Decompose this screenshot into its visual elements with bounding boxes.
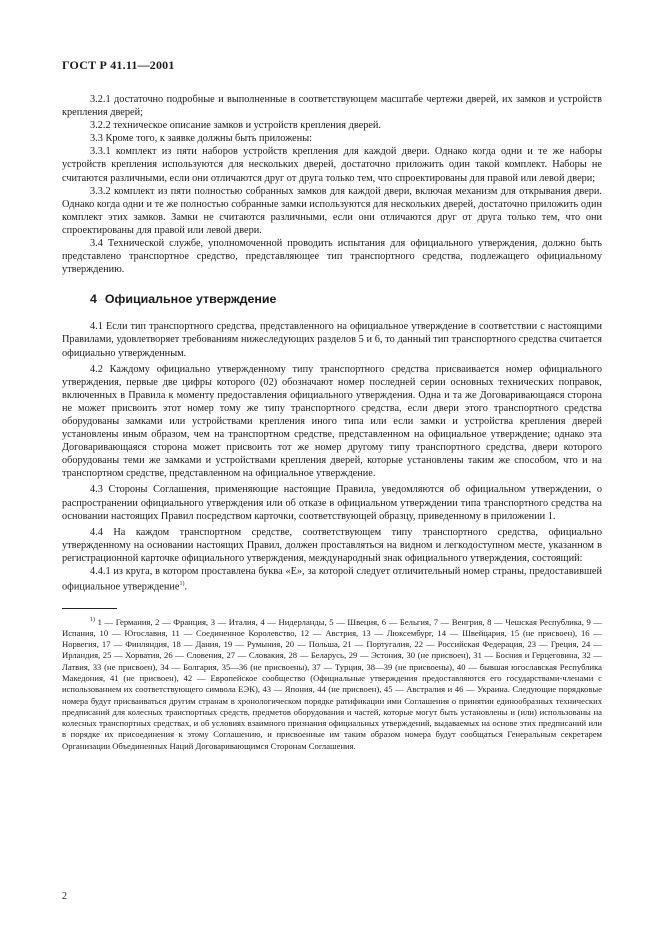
- footnote-ref: 1): [179, 581, 185, 588]
- page-number: 2: [62, 891, 67, 902]
- footnote-text: 1 — Германия, 2 — Франция, 3 — Италия, 4 — Нидерланды, 5 — Швеция, 6 — Бельгия, 7 — Венгрия, 8 — Чешская Республика, 9 — Испания, 10 — Югославия, 11 — Соединенное Королевство, 12 — Австрия, 13 — Люксембург, 14 — Швейцария, 15 (не присвоен), 16 — Норвегия, 17 — Финляндия, 18 — Дания, 19 — Румыния, 20 — Польша, 21 — Португалия, 22 — Российская Федерация, 23 — Греция, 24 — Ирландия, 25 — Хорватия, 26 — Словения, 27 — Словакия, 28 — Беларусь, 29 — Эстония, 30 (не присвоен), 31 — Босния и Герцеговина, 32 — Латвия, 33 (не присвоен), 34 — Болгария, 35—36 (не присвоены), 37 — Турция, 38—39 (не присвоены), 40 — бывшая югославская Республика Македония, 41 (не присвоен), 42 — Европейское сообщество (Официальные утверждения предоставляются его государствами-членами с использованием их соответствующего символа ЕЭК), 43 — Япония, 44 (не присвоен), 45 — Австралия и 46 — Украина. Следующие порядковые номера будут присваиваться другим странам в хронологическом порядке ратификации ими Соглашения о принятии единообразных технических предписаний для колесных транспортных средств, предметов оборудования и частей, которые могут быть установлены и (или) использованы на колесных транспортных средствах, и об условиях взаимного признания официальных утверждений, выдаваемых на основе этих предписаний или в порядке их присоединения к этому Соглашению, и присвоенные им таким образом номера будут сообщаться Генеральным секретарем Организации Объединенных Наций Договаривающимся Сторонам Соглашения.: [62, 616, 602, 751]
- footnote: [62, 615, 602, 752]
- paragraph-4-1: 4.1 Если тип транспортного средства, представленного на официальное утверждение в соответствии с настоящими Правилами, удовлетворяет требованиям нижеследующих разделов 5 и 6, то данный тип транспортного средства считается официально утвержденным.: [62, 321, 602, 359]
- section-number: 4: [90, 292, 97, 307]
- paragraph-4-4: 4.4 На каждом транспортном средстве, соответствующем типу транспортного средства, официально утвержденному на основании настоящих Правил, должен проставляться на видном и легкодоступном месте, указанном в регистрационной карточке официального утверждения, международный знак официального утверждения, состоящий:: [62, 526, 602, 564]
- section-title: Официальное утверждение: [104, 292, 277, 307]
- document-header: ГОСТ Р 41.11—2001: [62, 58, 175, 72]
- section-heading: [90, 292, 602, 306]
- paragraph-4-3: 4.3 Стороны Соглашения, применяющие настоящие Правила, уведомляются об официальном утверждении, о распространении официального утверждения или об отказе в официальном утверждении типа транспортного средства на основании настоящих Правил посредством карточки, соответствующей образцу, приведенному в приложении 1.: [62, 484, 602, 522]
- paragraph-4-4-1: 4.4.1 из круга, в котором проставлена буква «Е», за которой следует отличительный номер страны, предоставившей официальное утверждение$^{1)}$.: [62, 566, 602, 593]
- footnote-marker: 1): [90, 616, 95, 623]
- paragraph-3-2-1: 3.2.1 достаточно подробные и выполненные в соответствующем масштабе чертежи дверей, их замков и устройств крепления дверей;: [62, 94, 602, 119]
- paragraph-3-4: 3.4 Технической службе, уполномоченной проводить испытания для официального утверждения, должно быть представлено транспортное средство, представляющее тип транспортного средства, подлежащего официальному утверждению.: [62, 238, 602, 276]
- paragraph-4-4-1-text: 4.4.1 из круга, в котором проставлена буква «Е», за которой следует отличительный номер страны, предоставившей официальное утверждение: [62, 566, 602, 593]
- paragraph-3-3-1: 3.3.1 комплект из пяти наборов устройств крепления для каждой двери. Однако когда одни и те же наборы устройств крепления используются для нескольких дверей, достаточно приложить один такой комплект. Наборы не считаются различными, если они отличаются друг от друга только тем, что спроектированы для правой или левой двери;: [62, 146, 602, 184]
- paragraph-4-2: 4.2 Каждому официально утвержденному типу транспортного средства присваивается номер официального утверждения, первые две цифры которого (02) обозначают номер последней серии основных технических поправок, включенных в Правила к моменту предоставления официального утверждения. Одна и та же Договаривающаяся сторона не может присвоить этот номер тому же типу транспортного средства, если двери этого транспортного средства оборудованы замками или устройствами крепления иного типа или если замки и устройства крепления дверей установлены иным образом, чем на транспортном средстве, представленном на официальное утверждение; однако эта Договаривающаяся сторона может присвоить тот же номер другому типу транспортного средства, двери которого оборудованы теми же замками и устройствами крепления дверей, которые установлены таким же способом, что и на транспортном средстве, представленном на официальное утверждение.: [62, 363, 602, 480]
- footnote-divider: [62, 608, 117, 609]
- paragraph-3-3: 3.3 Кроме того, к заявке должны быть приложены:: [90, 133, 313, 145]
- paragraph-3-2-2: 3.2.2 техническое описание замков и устройств крепления дверей.: [90, 120, 381, 132]
- paragraph-3-3-2: 3.3.2 комплект из пяти полностью собранных замков для каждой двери, включая механизм для открывания двери. Однако когда одни и те же полностью собранные замки используются для нескольких дверей, достаточно приложить один комплект этих замков. Замки не считаются различными, если они отличаются друг от друга только тем, что они спроектированы для правой или левой двери.: [62, 185, 602, 236]
- document-page: [62, 58, 602, 752]
